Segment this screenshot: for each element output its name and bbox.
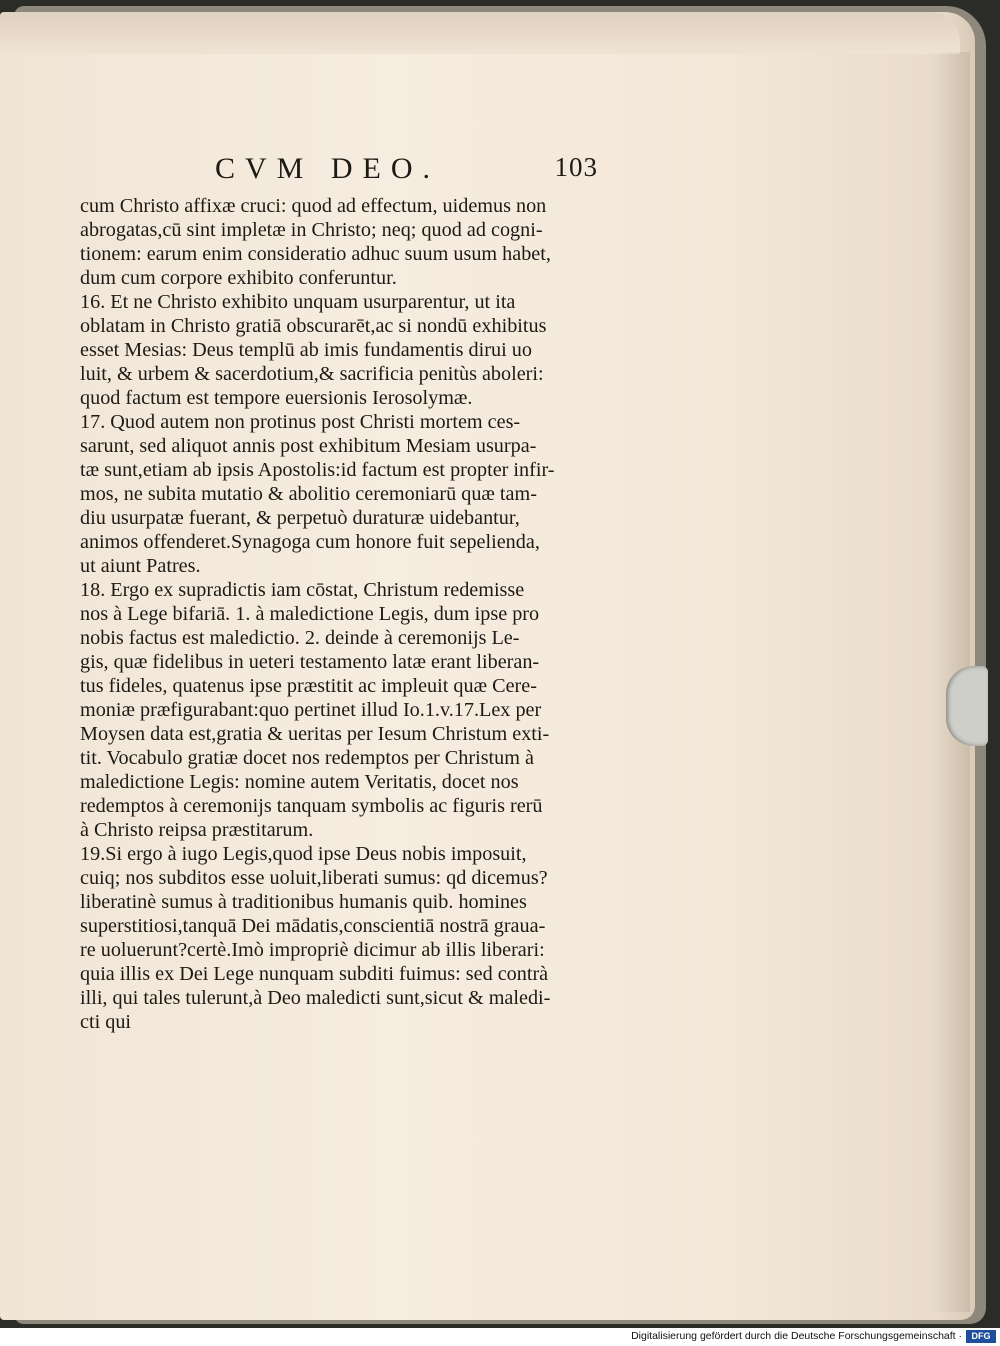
text-line: cuiq; nos subditos esse uoluit,liberati sumus: qd dicemus? xyxy=(80,867,548,889)
book-page xyxy=(0,12,975,1320)
text-line: tus fideles, quatenus ipse præstitit ac impleuit quæ Cere- xyxy=(80,675,537,697)
text-line: dum cum corpore exhibito conferuntur. xyxy=(80,267,397,289)
text-line: quod factum est tempore euersionis Ierosolymæ. xyxy=(80,387,473,409)
text-line: ut aiunt Patres. xyxy=(80,555,201,577)
text-line: 18. Ergo ex supradictis iam cōstat, Christum redemisse xyxy=(80,579,525,601)
text-line: liberatinè sumus à traditionibus humanis quib. homines xyxy=(80,891,527,913)
text-line: mos, ne subita mutatio & abolitio ceremoniarū quæ tam- xyxy=(80,483,537,505)
text-line: 17. Quod autem non protinus post Christi mortem ces- xyxy=(80,411,521,433)
text-line: à Christo reipsa præstitarum. xyxy=(80,819,314,841)
text-line: moniæ præfigurabant:quo pertinet illud Io.1.v.17.Lex per xyxy=(80,699,542,721)
text-line: luit, & urbem & sacerdotium,& sacrificia penitùs aboleri: xyxy=(80,363,544,385)
text-line: superstitiosi,tanquā Dei mādatis,conscientiā nostrā graua- xyxy=(80,915,546,937)
text-line: quia illis ex Dei Lege nunquam subditi fuimus: sed contrà xyxy=(80,963,549,985)
text-line: nobis factus est maledictio. 2. deinde à ceremonijs Le- xyxy=(80,627,520,649)
text-line: cum Christo affixæ cruci: quod ad effectum, uidemus non xyxy=(80,195,547,217)
body-text xyxy=(80,194,610,1034)
page-top-edge xyxy=(0,12,960,54)
text-line: 16. Et ne Christo exhibito unquam usurparentur, ut ita xyxy=(80,291,516,313)
text-line: animos offenderet.Synagoga cum honore fuit sepelienda, xyxy=(80,531,540,553)
text-line: sarunt, sed aliquot annis post exhibitum Mesiam usurpa- xyxy=(80,435,537,457)
text-line: esset Mesias: Deus templū ab imis fundamentis dirui uo xyxy=(80,339,532,361)
running-title: CVM DEO. xyxy=(215,152,441,185)
text-line: abrogatas,cū sint impletæ in Christo; neq; quod ad cogni- xyxy=(80,219,543,241)
clip-tab xyxy=(946,666,988,746)
footer-bar xyxy=(0,1328,1000,1346)
text-line: cti qui xyxy=(80,1011,132,1033)
running-head xyxy=(80,152,610,194)
text-line: tit. Vocabulo gratiæ docet nos redemptos per Christum à xyxy=(80,747,534,769)
text-line: maledictione Legis: nomine autem Veritatis, docet nos xyxy=(80,771,519,793)
text-line: re uoluerunt?certè.Imò impropriè dicimur ab illis liberari: xyxy=(80,939,545,961)
text-line: nos à Lege bifariā. 1. à maledictione Legis, dum ipse pro xyxy=(80,603,540,625)
text-line: 19.Si ergo à iugo Legis,quod ipse Deus nobis imposuit, xyxy=(80,843,527,865)
text-line: Moysen data est,gratia & ueritas per Iesum Christum exti- xyxy=(80,723,550,745)
dfg-logo: DFG xyxy=(966,1330,996,1343)
text-line: redemptos à ceremonijs tanquam symbolis ac figuris rerū xyxy=(80,795,543,817)
funding-credit: Digitalisierung gefördert durch die Deutsche Forschungsgemeinschaft · xyxy=(631,1330,962,1342)
page-number: 103 xyxy=(554,152,598,182)
text-line: tæ sunt,etiam ab ipsis Apostolis:id factum est propter infir- xyxy=(80,459,555,481)
text-block xyxy=(80,152,610,1034)
text-line: oblatam in Christo gratiā obscurarēt,ac si nondū exhibitus xyxy=(80,315,547,337)
text-line: diu usurpatæ fuerant, & perpetuò duraturæ uidebantur, xyxy=(80,507,520,529)
text-line: illi, qui tales tulerunt,à Deo maledicti sunt,sicut & maledi- xyxy=(80,987,551,1009)
text-line: gis, quæ fidelibus in ueteri testamento latæ erant liberan- xyxy=(80,651,540,673)
text-line: tionem: earum enim consideratio adhuc suum usum habet, xyxy=(80,243,551,265)
